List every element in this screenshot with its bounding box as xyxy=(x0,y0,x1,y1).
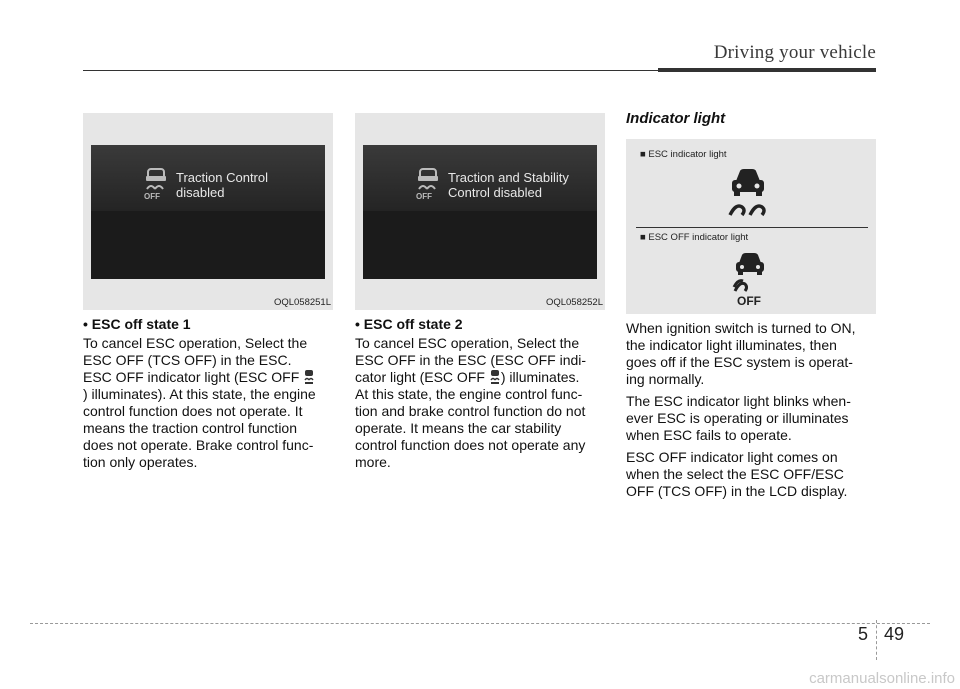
lcd-screen xyxy=(91,145,325,279)
header-rule-thick xyxy=(658,68,876,72)
running-header: Driving your vehicle xyxy=(713,42,876,63)
svg-text:OFF: OFF xyxy=(144,192,160,201)
separator-line xyxy=(636,227,868,228)
col2-paragraph: To cancel ESC operation, Select the ESC OFF in the ESC (ESC OFF indi- cator light (ESC OFF ) illuminates. At this state, the engine control func- tion and brake control function do not operate. It means the car stability control function does not operate any more. xyxy=(355,335,587,470)
col1-paragraph: To cancel ESC operation, Select the ESC OFF (TCS OFF) in the ESC. ESC OFF indicator light (ESC OFF ) illuminates). At this state, the engine control function does not operate. It means the traction control function does not operate. Brake control func- tion only operates. xyxy=(83,335,316,470)
svg-text:OFF: OFF xyxy=(416,192,432,201)
watermark: carmanualsonline.info xyxy=(809,670,955,687)
svg-text:OFF: OFF xyxy=(737,294,761,307)
esc-indicator-icon xyxy=(726,167,770,217)
section-number: 5 xyxy=(857,624,868,644)
indicator-paragraph-1: When ignition switch is turned to ON, the indicator light illuminates, then goes off if the ESC system is operat- ing normally. xyxy=(626,320,856,387)
page-number: 49 xyxy=(884,624,905,644)
indicator-paragraph-3: ESC OFF indicator light comes on when the select the ESC OFF/ESC OFF (TCS OFF) in the LCD display. xyxy=(626,449,848,499)
figure-1 xyxy=(83,113,333,310)
lcd-screen xyxy=(363,145,597,279)
section-heading: • ESC off state 2 xyxy=(355,316,463,332)
page-number-divider xyxy=(876,620,877,660)
section-heading: • ESC off state 1 xyxy=(83,316,191,332)
esc-off-icon xyxy=(415,167,441,201)
esc-off-icon xyxy=(303,369,315,385)
indicator-title: Indicator light xyxy=(626,110,726,127)
figure-2 xyxy=(355,113,605,310)
footer-rule xyxy=(30,623,930,624)
esc-off-icon xyxy=(489,369,501,385)
esc-off-indicator-icon xyxy=(730,251,770,307)
indicator-figure xyxy=(626,139,876,314)
esc-indicator-label: ■ ESC indicator light xyxy=(640,149,727,160)
indicator-paragraph-2: The ESC indicator light blinks when- ever ESC is operating or illuminates when ESC fails to operate. xyxy=(626,393,851,443)
screen-message: Traction Control disabled xyxy=(176,170,268,200)
esc-off-indicator-label: ■ ESC OFF indicator light xyxy=(640,232,749,243)
figure-caption: OQL058251L xyxy=(273,297,331,308)
figure-caption: OQL058252L xyxy=(545,297,603,308)
screen-message: Traction and Stability Control disabled xyxy=(448,170,569,200)
esc-off-icon xyxy=(143,167,169,201)
